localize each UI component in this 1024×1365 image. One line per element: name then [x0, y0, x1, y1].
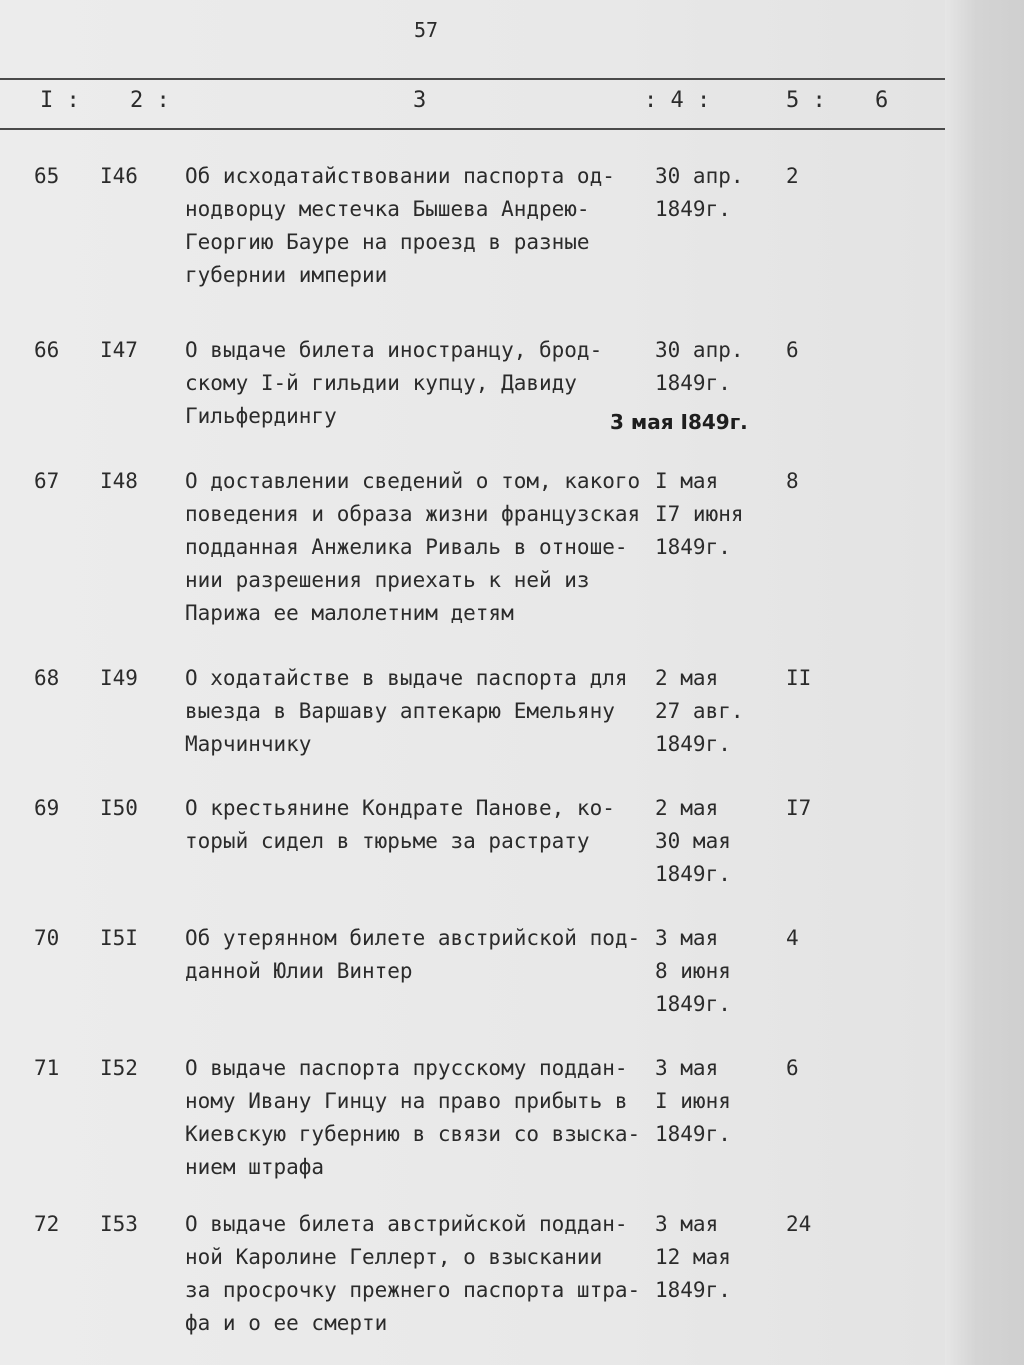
header-col-5: 5 : [786, 88, 826, 113]
file-number: I48 [100, 469, 138, 493]
page-count: II [786, 666, 812, 690]
date-line: 1849г. [655, 535, 731, 559]
title-line: данной Юлии Винтер [185, 959, 413, 983]
date-stamp: 3 мая I849г. [610, 410, 748, 434]
title-line: Георгию Бауре на проезд в разные [185, 230, 590, 254]
file-title [185, 465, 640, 630]
date-line: 3 мая [655, 926, 719, 950]
row-number: 65 [34, 164, 60, 188]
title-line: нием штрафа [185, 1155, 325, 1179]
title-line: Киевскую губернию в связи со взыска- [185, 1122, 641, 1146]
page-count: 6 [786, 338, 799, 362]
file-title [185, 792, 615, 858]
page-count: 4 [786, 926, 799, 950]
file-title [185, 662, 628, 761]
file-title [185, 160, 615, 292]
title-line: нодворцу местечка Бышева Андрею- [185, 197, 590, 221]
row-number: 67 [34, 469, 60, 493]
title-line: О выдаче билета австрийской поддан- [185, 1212, 628, 1236]
header-rule-bottom [0, 128, 945, 130]
title-line: поведения и образа жизни французская [185, 502, 641, 526]
title-line: выезда в Варшаву аптекарю Емельяну [185, 699, 615, 723]
title-line: торый сидел в тюрьме за растрату [185, 829, 590, 853]
page-edge-shadow [945, 0, 1024, 1365]
date-line: 3 мая [655, 1056, 719, 1080]
file-dates [655, 1208, 731, 1307]
file-dates [655, 922, 731, 1021]
title-line: Парижа ее малолетним детям [185, 601, 514, 625]
row-number: 68 [34, 666, 60, 690]
file-dates [655, 465, 744, 564]
title-line: О ходатайстве в выдаче паспорта для [185, 666, 628, 690]
title-line: О выдаче билета иностранцу, брод- [185, 338, 603, 362]
title-line: Об исходатайствовании паспорта од- [185, 164, 615, 188]
page-count: 8 [786, 469, 799, 493]
date-line: 1849г. [655, 197, 731, 221]
page-count: 2 [786, 164, 799, 188]
date-line: 1849г. [655, 371, 731, 395]
title-line: О выдаче паспорта прусскому поддан- [185, 1056, 628, 1080]
file-number: I49 [100, 666, 138, 690]
file-title [185, 1052, 640, 1184]
date-line: 30 апр. [655, 164, 744, 188]
title-line: ному Ивану Гинцу на право прибыть в [185, 1089, 628, 1113]
date-line: 1849г. [655, 992, 731, 1016]
title-line: Гильфердингу [185, 404, 337, 428]
date-line: 30 апр. [655, 338, 744, 362]
date-line: 12 мая [655, 1245, 731, 1269]
file-dates [655, 334, 744, 400]
title-line: Марчинчику [185, 732, 312, 756]
row-number: 72 [34, 1212, 60, 1236]
title-line: губернии империи [185, 263, 388, 287]
date-line: I мая [655, 469, 719, 493]
header-col-3: 3 [413, 88, 427, 113]
date-line: I7 июня [655, 502, 744, 526]
page-count: I7 [786, 796, 812, 820]
file-number: I5I [100, 926, 138, 950]
date-line: 3 мая [655, 1212, 719, 1236]
file-dates [655, 1052, 731, 1151]
file-number: I46 [100, 164, 138, 188]
header-col-1: I : [40, 88, 80, 113]
page-count: 6 [786, 1056, 799, 1080]
file-number: I52 [100, 1056, 138, 1080]
date-line: 1849г. [655, 1122, 731, 1146]
row-number: 66 [34, 338, 60, 362]
date-line: 1849г. [655, 1278, 731, 1302]
date-line: 27 авг. [655, 699, 744, 723]
file-dates [655, 792, 731, 891]
file-title [185, 922, 640, 988]
file-number: I53 [100, 1212, 138, 1236]
page-number: 57 [414, 18, 439, 42]
file-number: I47 [100, 338, 138, 362]
date-line: 2 мая [655, 796, 719, 820]
title-line: нии разрешения приехать к ней из [185, 568, 590, 592]
date-line: 1849г. [655, 862, 731, 886]
file-title [185, 1208, 640, 1340]
title-line: Об утерянном билете австрийской под- [185, 926, 641, 950]
row-number: 71 [34, 1056, 60, 1080]
page-count: 24 [786, 1212, 812, 1236]
file-number: I50 [100, 796, 138, 820]
row-number: 70 [34, 926, 60, 950]
header-rule-top [0, 78, 945, 80]
header-col-4: : 4 : [644, 88, 711, 113]
date-line: 8 июня [655, 959, 731, 983]
file-title [185, 334, 602, 433]
title-line: за просрочку прежнего паспорта штра- [185, 1278, 641, 1302]
title-line: фа и о ее смерти [185, 1311, 388, 1335]
date-line: 30 мая [655, 829, 731, 853]
header-col-2: 2 : [130, 88, 170, 113]
header-col-6: 6 [875, 88, 889, 113]
row-number: 69 [34, 796, 60, 820]
date-line: 1849г. [655, 732, 731, 756]
title-line: ной Каролине Геллерт, о взыскании [185, 1245, 603, 1269]
file-dates [655, 160, 744, 226]
date-line: I июня [655, 1089, 731, 1113]
title-line: О крестьянине Кондрате Панове, ко- [185, 796, 615, 820]
title-line: О доставлении сведений о том, какого [185, 469, 641, 493]
file-dates [655, 662, 744, 761]
title-line: подданная Анжелика Риваль в отноше- [185, 535, 628, 559]
title-line: скому I-й гильдии купцу, Давиду [185, 371, 577, 395]
date-line: 2 мая [655, 666, 719, 690]
